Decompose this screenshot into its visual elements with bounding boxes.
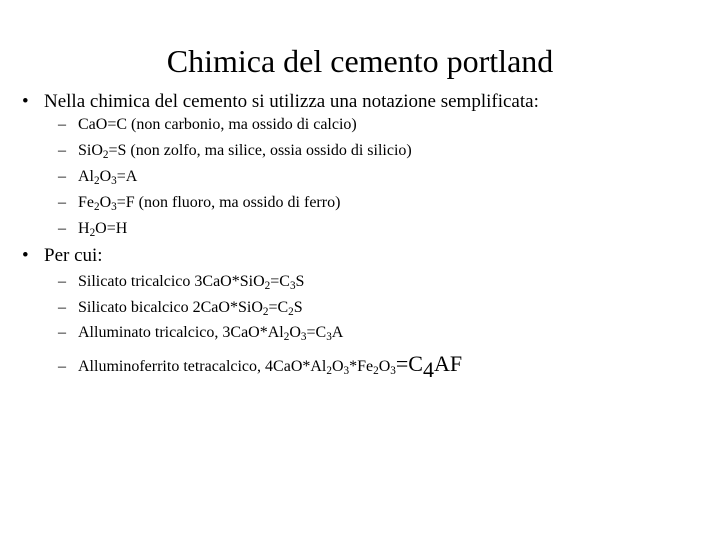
- dash-icon: –: [58, 273, 66, 290]
- dash-icon: –: [58, 142, 66, 159]
- list-item: – SiO$_2$=S (non zolfo, ma silice, ossia ossido di silicio): [58, 142, 412, 162]
- bullet-text: Per cui:: [44, 245, 103, 266]
- bullet-icon: •: [22, 245, 29, 266]
- list-item: – CaO=C (non carbonio, ma ossido di calcio): [58, 116, 357, 133]
- list-item: – $Fe_2O_3=F$ (non fluoro, ma ossido di ferro): [58, 194, 341, 214]
- bullet-per-cui: [22, 244, 103, 268]
- dash-icon: –: [58, 168, 66, 185]
- list-item: – $H_2O=H$: [58, 220, 128, 240]
- bullet-text: Nella chimica del cemento si utilizza una notazione semplificata:: [44, 91, 539, 112]
- list-item: – Silicato tricalcico $3CaO*SiO_2=C_3S$: [58, 273, 305, 293]
- bullet-icon: •: [22, 91, 29, 112]
- dash-icon: –: [58, 358, 66, 375]
- list-item: – Alluminoferrito tetracalcico, $4CaO*Al_2O_3*Fe_2O_3=C_4AF$: [58, 351, 463, 383]
- list-item: – Silicato bicalcico $2CaO*SiO_2=C_2S$: [58, 299, 303, 319]
- list-item: – $Al_2O_3=A$: [58, 168, 138, 188]
- dash-icon: –: [58, 194, 66, 211]
- dash-icon: –: [58, 220, 66, 237]
- dash-icon: –: [58, 116, 66, 133]
- list-item: – Alluminato tricalcico, $3CaO*Al_2O_3=C_3A$: [58, 324, 344, 344]
- bullet-notation: [22, 90, 539, 114]
- slide-title: Chimica del cemento portland: [166, 43, 554, 79]
- dash-icon: –: [58, 324, 66, 341]
- dash-icon: –: [58, 299, 66, 316]
